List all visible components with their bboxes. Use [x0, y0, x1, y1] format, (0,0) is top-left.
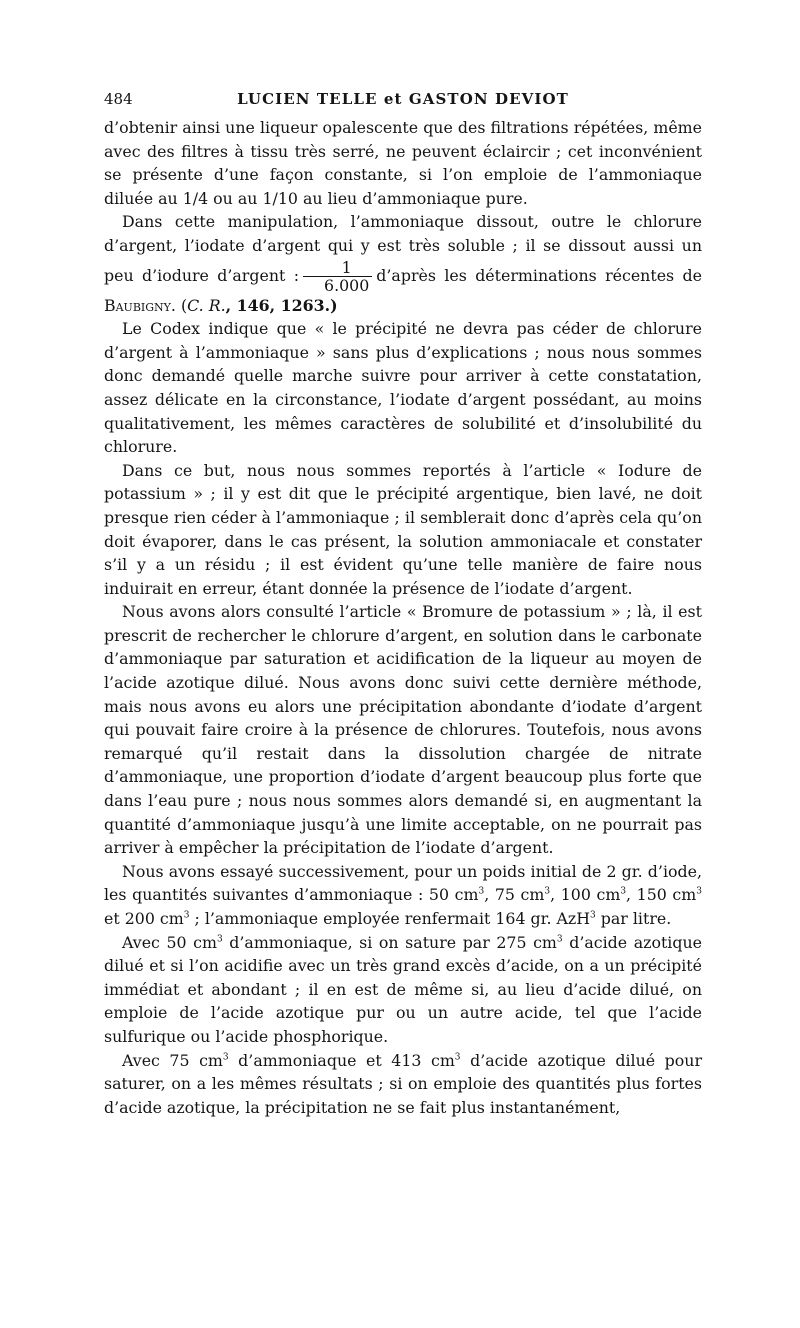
fraction: [303, 259, 372, 294]
superscript: 3: [216, 934, 223, 945]
superscript: 3: [183, 910, 190, 921]
paragraph-8: [104, 1049, 702, 1120]
fraction-numerator: 1: [341, 257, 352, 277]
superscript: 3: [620, 887, 627, 898]
author-name: Baubigny.: [104, 295, 176, 315]
paragraph-6-text-g: par litre.: [595, 909, 672, 928]
paragraph-6-text-e: et 200 cm: [104, 909, 184, 928]
running-title: LUCIEN TELLE et GASTON DEVIOT: [237, 90, 569, 108]
paragraph-2-text-a: Dans cette manipulation, l’ammoniaque dissout, outre le chlorure d’argent, l’iodate d’argent qui y est très soluble ; il se dissout aussi un: [104, 212, 702, 255]
paragraph-2-text-c: d’après les déterminations récentes de: [376, 265, 702, 285]
paragraph-6: [104, 860, 702, 931]
paragraph-4: Dans ce but, nous nous sommes reportés à l’article « Iodure de potassium » ; il y est dit que le précipité argentique, bien lavé, ne doit presque rien céder à l’ammoniaque ; il semblerait donc d’après cela qu’on doit évaporer, dans le cas présent, la solution ammoniacale et constater s’il y a un résidu ; il est évident qu’une telle manière de faire nous induirait en erreur, étant donnée la présence de l’iodate d’argent.: [104, 460, 702, 598]
paragraph-7-text-c: d’acide azotique dilué et si l’on acidifie avec un très grand excès d’acide, on a un précipité immédiat et abondant ; il en est de même si, au lieu d’acide dilué, on emploie de l’acide azotique pur ou un autre acide, tel que l’acide sulfurique ou l’acide phosphorique.: [104, 932, 702, 1046]
paragraph-8-text-c: d’acide azotique dilué pour saturer, on a les mêmes résultats ; si on emploie des quantités plus fortes d’acide azotique, la précipitation ne se fait plus instantanément,: [104, 1050, 702, 1117]
paragraph-7: [104, 931, 702, 1049]
paragraph-8-text-a: Avec 75 cm: [122, 1050, 223, 1070]
paragraph-2-text-b: peu d’iodure d’argent :: [104, 265, 300, 285]
paragraph-2: [104, 210, 702, 317]
fraction-denominator: 6.000: [303, 276, 372, 294]
superscript: 3: [590, 910, 596, 921]
page: [104, 90, 702, 1119]
ref-volume: , 146, 1263.): [225, 295, 338, 315]
superscript: 3: [556, 934, 563, 945]
ref-journal: C. R.: [187, 295, 226, 315]
superscript: 3: [478, 887, 485, 898]
superscript: 3: [544, 887, 551, 898]
superscript: 3: [696, 887, 702, 898]
body-text: [104, 116, 702, 1119]
paragraph-6-text-a: Nous avons essayé successivement, pour un poids initial de 2 gr. d’iode, les quantités suivantes d’ammoniaque : 50 cm: [104, 861, 702, 905]
paragraph-6-text-d: , 150 cm: [626, 885, 697, 905]
paragraph-6-text-f: ; l’ammoniaque employée renfermait 164 gr. AzH: [189, 909, 591, 928]
paragraph-5: Nous avons alors consulté l’article « Bromure de potassium » ; là, il est prescrit de rechercher le chlorure d’argent, en solution dans le carbonate d’ammoniaque par saturation et acidification de la liqueur au moyen de l’acide azotique dilué. Nous avons donc suivi cette dernière méthode, mais nous avons eu alors une précipitation abondante d’iodate d’argent qui pouvait faire croire à la présence de chlorures. Toutefois, nous avons remarqué qu’il restait dans la dissolution chargée de nitrate d’ammoniaque, une proportion d’iodate d’argent beaucoup plus forte que dans l’eau pure ; nous nous sommes alors demandé si, en augmentant la quantité d’ammoniaque jusqu’à une limite acceptable, on ne pourrait pas arriver à empêcher la précipitation de l’iodate d’argent.: [104, 602, 702, 858]
paragraph-1: d’obtenir ainsi une liqueur opalescente que des filtrations répétées, même avec des filtres à tissu très serré, ne peuvent éclaircir ; cet inconvénient se présente d’une façon constante, si l’on emploie de l’ammoniaque diluée au 1/4 ou au 1/10 au lieu d’ammoniaque pure.: [104, 118, 702, 208]
paragraph-7-text-a: Avec 50 cm: [122, 932, 217, 952]
paragraph-7-text-b: d’ammoniaque, si on sature par 275 cm: [222, 932, 557, 952]
superscript: 3: [222, 1052, 229, 1063]
paragraph-6-text-b: , 75 cm: [484, 885, 545, 905]
paragraph-3: Le Codex indique que « le précipité ne devra pas céder de chlorure d’argent à l’ammoniaque » sans plus d’explications ; nous nous sommes donc demandé quelle marche suivre pour arriver à cette constatation, assez délicate en la circonstance, l’iodate d’argent possédant, au moins qualitativement, les mêmes caractères de solubilité et d’insolubilité du chlorure.: [104, 319, 702, 457]
paragraph-8-text-b: d’ammoniaque et 413 cm: [228, 1050, 455, 1070]
page-number: 484: [104, 90, 133, 108]
paragraph-6-text-c: , 100 cm: [550, 885, 621, 905]
superscript: 3: [454, 1052, 461, 1063]
fraction-line: [104, 257, 702, 295]
running-header: [104, 90, 702, 116]
ref-open: (: [180, 295, 188, 315]
